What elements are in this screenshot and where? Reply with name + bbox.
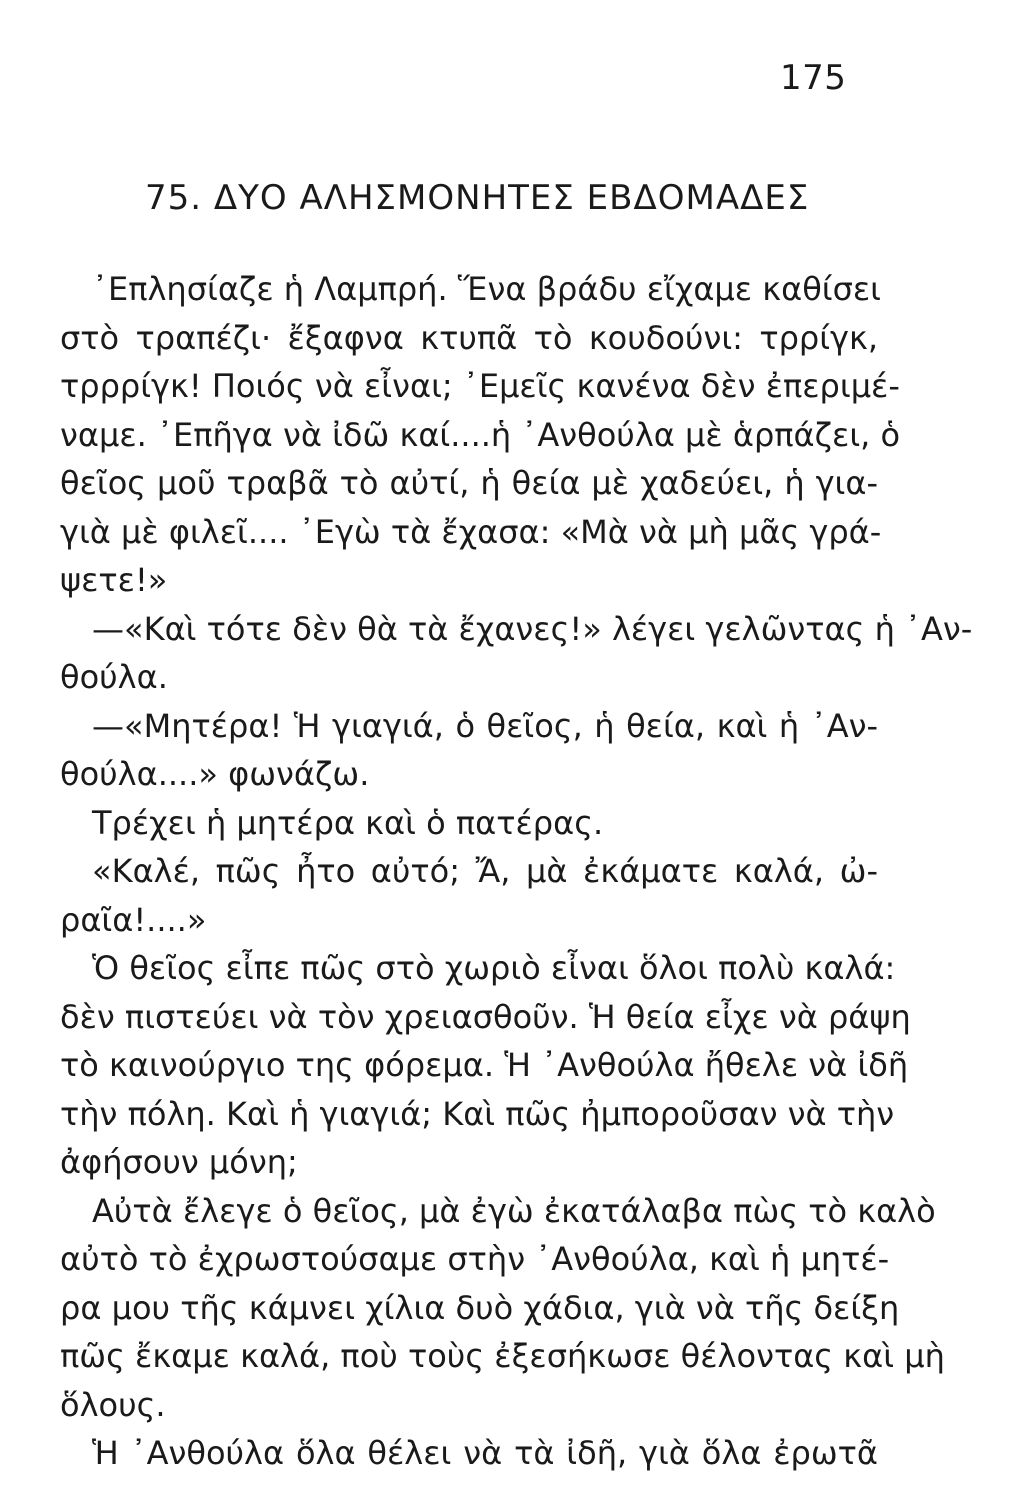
text-line: τὸ καινούργιο της φόρεμα. Ἡ ᾿Ανθούλα ἤθελε νὰ ἰδῆ [60,1046,909,1084]
text-line: —«Μητέρα! Ἡ γιαγιά, ὁ θεῖος, ἡ θεία, καὶ ἡ ᾿Αν- [92,706,878,745]
text-line: θούλα....» φωνάζω. [60,755,370,793]
page-number: 175 [780,58,847,98]
text-line: Τρέχει ἡ μητέρα καὶ ὁ πατέρας. [92,803,604,842]
text-line: τρρρίγκ! Ποιός νὰ εἶναι; ᾿Εμεῖς κανένα δὲν ἐπεριμέ- [60,367,900,405]
text-line: πῶς ἔκαμε καλά, ποὺ τοὺς ἐξεσήκωσε θέλοντας καὶ μὴ [60,1337,945,1375]
text-line: ἀφήσουν μόνη; [60,1143,298,1181]
text-line: τὴν πόλη. Καὶ ἡ γιαγιά; Καὶ πῶς ἠμποροῦσαν νὰ τὴν [60,1094,895,1133]
text-line: ραῖα!....» [60,900,207,939]
text-line: δὲν πιστεύει νὰ τὸν χρειασθοῦν. Ἡ θεία εἶχε νὰ ράψη [60,997,911,1036]
text-line: Ἡ ᾿Ανθούλα ὅλα θέλει νὰ τὰ ἰδῆ, γιὰ ὅλα ἐρωτᾶ [92,1434,878,1472]
text-line: αὐτὸ τὸ ἐχρωστούσαμε στὴν ᾿Ανθούλα, καὶ ἡ μητέ- [60,1240,890,1278]
text-line: θούλα. [60,658,168,696]
text-line: γιὰ μὲ φιλεῖ.... ᾿Εγὼ τὰ ἔχασα: «Μὰ νὰ μὴ μᾶς γρά- [60,512,882,551]
text-line: ᾿Επλησίαζε ἡ Λαμπρή. Ἕνα βράδυ εἴχαμε καθίσει [92,270,881,308]
text-line: θεῖος μοῦ τραβᾶ τὸ αὐτί, ἡ θεία μὲ χαδεύει, ἡ για- [60,464,878,502]
text-line: «Καλέ, πῶς ἦτο αὐτό; Ἄ, μὰ ἐκάματε καλά, ὠ- [92,852,878,890]
text-line: ὅλους. [60,1385,166,1424]
text-line: Αὐτὰ ἔλεγε ὁ θεῖος, μὰ ἐγὼ ἐκατάλαβα πὼς τὸ καλὸ [92,1191,936,1230]
chapter-title: 75. ΔΥΟ ΑΛΗΣΜΟΝΗΤΕΣ ΕΒΔΟΜΑΔΕΣ [145,178,810,218]
text-line: στὸ τραπέζι· ἔξαφνα κτυπᾶ τὸ κουδούνι: τρρίγκ, [60,318,878,357]
text-line: ρα μου τῆς κάμνει χίλια δυὸ χάδια, γιὰ νὰ τῆς δείξη [60,1288,900,1327]
text-line: —«Καὶ τότε δὲν θὰ τὰ ἔχανες!» λέγει γελῶντας ἡ ᾿Αν- [92,609,973,648]
text-line: ναμε. ᾿Επῆγα νὰ ἰδῶ καί....ἡ ᾿Ανθούλα μὲ ἁρπάζει, ὁ [60,415,901,454]
text-line: Ὁ θεῖος εἶπε πῶς στὸ χωριὸ εἶναι ὅλοι πολὺ καλά: [92,949,896,987]
text-line: ψετε!» [60,561,168,599]
